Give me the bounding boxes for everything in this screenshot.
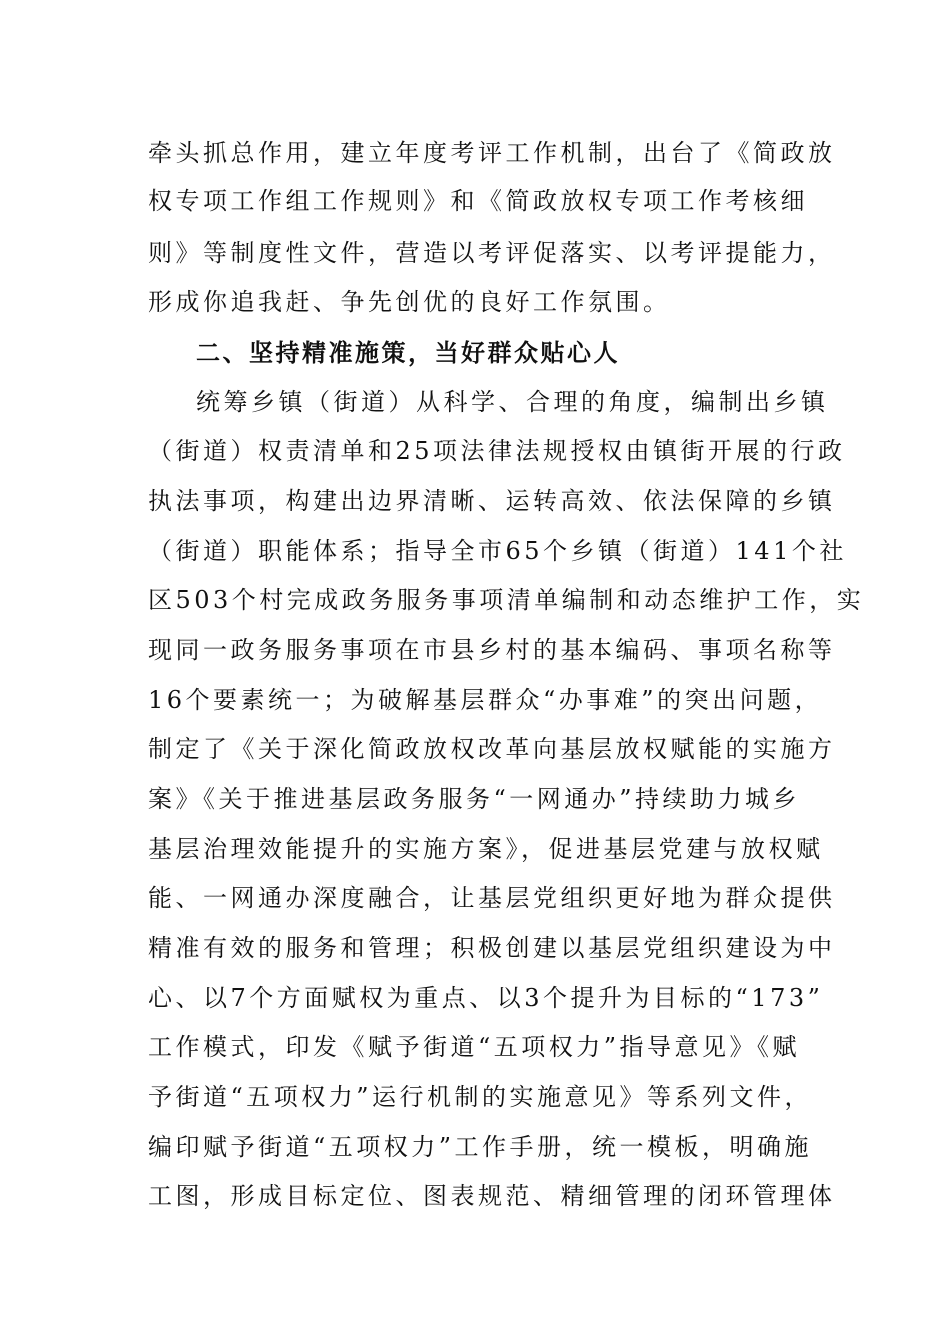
paragraph-line: 工图，形成目标定位、图表规范、精细管理的闭环管理体 <box>148 1182 836 1210</box>
paragraph-line: 现同一政务服务事项在市县乡村的基本编码、事项名称等 <box>148 636 836 664</box>
paragraph-line: 统筹乡镇（街道）从科学、合理的角度，编制出乡镇 <box>196 388 829 416</box>
paragraph-line: 基层治理效能提升的实施方案》，促进基层党建与放权赋 <box>148 835 824 863</box>
paragraph-line: 工作模式，印发《赋予街道“五项权力”指导意见》《赋 <box>148 1033 801 1061</box>
paragraph-line: 执法事项，构建出边界清晰、运转高效、依法保障的乡镇 <box>148 487 836 515</box>
paragraph-line: 心、以7个方面赋权为重点、以3个提升为目标的“173” <box>148 984 824 1012</box>
paragraph-line: 案》《关于推进基层政务服务“一网通办”持续助力城乡 <box>148 785 801 813</box>
paragraph-line: （街道）权责清单和25项法律法规授权由镇街开展的行政 <box>148 437 846 465</box>
section-heading: 二、坚持精准施策，当好群众贴心人 <box>196 339 620 367</box>
paragraph-line: 牵头抓总作用，建立年度考评工作机制，出台了《简政放 <box>148 139 836 167</box>
paragraph-line: 制定了《关于深化简政放权改革向基层放权赋能的实施方 <box>148 735 836 763</box>
paragraph-line: 形成你追我赶、争先创优的良好工作氛围。 <box>148 288 671 316</box>
paragraph-line: 精准有效的服务和管理；积极创建以基层党组织建设为中 <box>148 934 836 962</box>
paragraph-line: 16个要素统一；为破解基层群众“办事难”的突出问题， <box>148 686 823 714</box>
paragraph-line: 予街道“五项权力”运行机制的实施意见》等系列文件， <box>148 1083 813 1111</box>
paragraph-line: （街道）职能体系；指导全市65个乡镇（街道）141个社 <box>148 537 847 565</box>
paragraph-line: 能、一网通办深度融合，让基层党组织更好地为群众提供 <box>148 884 836 912</box>
paragraph-line: 编印赋予街道“五项权力”工作手册，统一模板，明确施 <box>148 1133 813 1161</box>
paragraph-line: 则》等制度性文件，营造以考评促落实、以考评提能力， <box>148 239 836 267</box>
paragraph-line: 区503个村完成政务服务事项清单编制和动态维护工作，实 <box>148 586 865 614</box>
paragraph-line: 权专项工作组工作规则》和《简政放权专项工作考核细 <box>148 187 808 215</box>
